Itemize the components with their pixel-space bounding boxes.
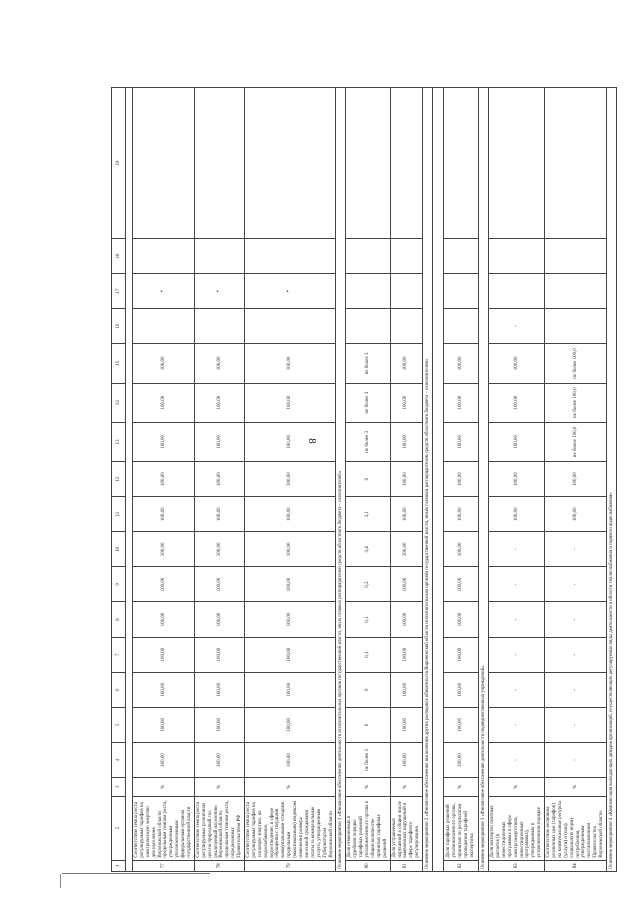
value-cell: 100,00 (444, 344, 479, 383)
value-cell (545, 238, 607, 273)
header-cell: 18 (112, 238, 126, 273)
value-cell: 100,00 (133, 422, 195, 461)
value-cell: 100,00 (390, 344, 422, 383)
value-cell (545, 274, 607, 309)
table-row (444, 88, 479, 872)
value-cell: 0 (346, 462, 390, 497)
page-number: 8 (306, 438, 318, 444)
value-cell (194, 309, 244, 344)
section-row (423, 88, 433, 872)
value-cell: 100,00 (194, 602, 244, 637)
header-cell: 11 (112, 497, 126, 532)
value-cell: 100,00 (133, 567, 195, 602)
value-cell: - (489, 602, 545, 637)
value-cell: 100,00 (444, 707, 479, 742)
value-cell: 100,00 (133, 742, 195, 777)
value-cell: 100,00 (245, 383, 336, 422)
header-cell: 14 (112, 383, 126, 422)
value-cell: 100,00 (133, 602, 195, 637)
value-cell (133, 238, 195, 273)
value-cell: 100,00 (194, 383, 244, 422)
value-cell: 100,00 (444, 497, 479, 532)
value-cell: не более 100,0 (545, 422, 607, 461)
value-cell (489, 88, 545, 239)
spacer-row (126, 88, 133, 872)
value-cell: 100,00 (489, 422, 545, 461)
value-cell: * (245, 274, 336, 309)
value-cell (545, 88, 607, 239)
section-title: Основное мероприятие 4 «Компенсация выпадающих доходов организаций, осуществляющих регулируемые виды деятельности в области теплоснабжения и горячего водоснабжения» (607, 88, 617, 872)
value-cell: - (545, 742, 607, 777)
value-cell: - (545, 602, 607, 637)
row-number: 77 (133, 860, 195, 871)
value-cell: 100,00 (245, 462, 336, 497)
header-row (112, 88, 126, 872)
section-title: Основное мероприятие 3 «Финансовое обеспечение деятельности подведомственных учреждений» (479, 88, 489, 872)
value-cell: 100,00 (133, 707, 195, 742)
value-cell: 100,00 (444, 672, 479, 707)
table-rotator (111, 87, 614, 872)
value-cell: - (489, 707, 545, 742)
value-cell: 100,00 (194, 567, 244, 602)
section-title: Основное мероприятие 1 «Финансовое обеспечение деятельности исполнительных органов государственной власти, иных главных распорядителей средств областного бюджета – исполнителей» (336, 88, 346, 872)
value-cell: 100,00 (489, 344, 545, 383)
table-row (545, 88, 607, 872)
value-cell: 100,00 (245, 637, 336, 672)
value-cell: 0,2 (346, 567, 390, 602)
row-number: 81 (390, 860, 422, 871)
row-number: 78 (194, 860, 244, 871)
indicator-name: Соответствие величины розничных цен (тарифов) на коммунальные ресурсы (услуги) и (или) социальную норму потребления, утвержденным постановлением Правительства Воронежской области (545, 796, 607, 860)
value-cell: 100,00 (390, 567, 422, 602)
value-cell (346, 238, 390, 273)
value-cell: - (545, 532, 607, 567)
indicator-name: Соответствие темпа роста регулируемых тарифов на электрическую энергию для населения Воронежской области предельным темпам роста, утвержденным уполномоченным федеральным органом государственной власти (133, 796, 195, 860)
section-row (336, 88, 346, 872)
value-cell (444, 274, 479, 309)
header-cell: 2 (112, 796, 126, 860)
unit-cell: % (444, 778, 479, 797)
value-cell: - (489, 637, 545, 672)
unit-cell: % (194, 778, 244, 797)
value-cell: 100,00 (545, 497, 607, 532)
value-cell: 100,00 (390, 497, 422, 532)
value-cell: 100,00 (194, 637, 244, 672)
value-cell (346, 309, 390, 344)
value-cell: - (489, 672, 545, 707)
value-cell (444, 238, 479, 273)
value-cell (444, 88, 479, 239)
row-number: 82 (444, 860, 479, 871)
value-cell: 100,00 (444, 462, 479, 497)
value-cell: 3,1 (346, 497, 390, 532)
value-cell (245, 238, 336, 273)
value-cell: 100,00 (194, 672, 244, 707)
value-cell: 100,00 (489, 497, 545, 532)
value-cell: - (489, 567, 545, 602)
indicator-name: Доля устраненных нарушений в общем числе выявленных нарушений в сфере тарифного регулирования (390, 796, 422, 860)
value-cell: 100,00 (444, 567, 479, 602)
header-cell: 6 (112, 672, 126, 707)
section-row (479, 88, 489, 872)
header-cell: 5 (112, 707, 126, 742)
indicator-name: Соответствие темпа роста регулируемых розничных цен на природный газ, реализуемый населению Воронежской области, предельным темпам роста, определенных Правительством РФ (194, 796, 244, 860)
value-cell: - (489, 742, 545, 777)
value-cell: 100,00 (194, 422, 244, 461)
value-cell: 100,00 (444, 602, 479, 637)
value-cell: - (545, 672, 607, 707)
value-cell: 100,00 (444, 532, 479, 567)
value-cell: не более 3 (346, 344, 390, 383)
indicator-name: Доля отмененных в судебном порядке тарифных решений уполномоченного органа в общем количестве принятых тарифных решений (346, 796, 390, 860)
value-cell: 100,00 (133, 532, 195, 567)
value-cell: 100,00 (133, 344, 195, 383)
blank-row (433, 88, 444, 872)
unit-cell: % (346, 778, 390, 797)
value-cell: - (545, 567, 607, 602)
value-cell: 100,00 (390, 532, 422, 567)
unit-cell: % (545, 778, 607, 797)
indicators-table (111, 87, 617, 872)
value-cell (194, 238, 244, 273)
value-cell: 100,00 (245, 602, 336, 637)
value-cell: 0 (346, 672, 390, 707)
header-cell: 12 (112, 462, 126, 497)
unit-cell: % (390, 778, 422, 797)
unit-cell: % (133, 778, 195, 797)
rotated-table-area (111, 87, 614, 872)
header-cell: 7 (112, 637, 126, 672)
blank-cell (433, 88, 444, 872)
value-cell: 100,00 (444, 383, 479, 422)
value-cell: не более 3 (346, 383, 390, 422)
value-cell: 0 (346, 707, 390, 742)
value-cell: 100,00 (245, 344, 336, 383)
value-cell: 100,00 (444, 637, 479, 672)
section-row (607, 88, 617, 872)
value-cell: 100,00 (133, 462, 195, 497)
value-cell: 100,00 (390, 602, 422, 637)
spacer-cell (126, 88, 133, 872)
bottom-rule (62, 873, 210, 874)
row-number: 84 (545, 860, 607, 871)
value-cell (194, 88, 244, 239)
value-cell: 0,1 (346, 602, 390, 637)
value-cell: * (194, 274, 244, 309)
value-cell (346, 88, 390, 239)
value-cell: не более 3 (346, 742, 390, 777)
value-cell (346, 274, 390, 309)
value-cell: - (489, 532, 545, 567)
value-cell: 100,00 (245, 742, 336, 777)
value-cell: 100,00 (489, 462, 545, 497)
value-cell: 100,00 (245, 672, 336, 707)
header-cell: 1 (112, 860, 126, 871)
value-cell (245, 309, 336, 344)
row-number: 80 (346, 860, 390, 871)
value-cell: 100,00 (444, 742, 479, 777)
value-cell: 100,00 (245, 532, 336, 567)
value-cell: 100,00 (245, 567, 336, 602)
value-cell: 100,00 (245, 422, 336, 461)
value-cell: не более 100,0 (545, 344, 607, 383)
value-cell (390, 274, 422, 309)
value-cell: 100,00 (194, 344, 244, 383)
header-cell: 15 (112, 344, 126, 383)
header-cell: 19 (112, 88, 126, 239)
row-number: 83 (489, 860, 545, 871)
value-cell (489, 274, 545, 309)
table-row (390, 88, 422, 872)
value-cell (489, 238, 545, 273)
value-cell: 100,00 (194, 707, 244, 742)
value-cell: 100,00 (194, 532, 244, 567)
header-cell: 8 (112, 602, 126, 637)
value-cell: - (545, 637, 607, 672)
value-cell: 100,00 (194, 462, 244, 497)
value-cell (545, 309, 607, 344)
table-row (133, 88, 195, 872)
value-cell: 100,00 (390, 637, 422, 672)
value-cell: 100,00 (194, 742, 244, 777)
row-number: 79 (245, 860, 336, 871)
value-cell (390, 238, 422, 273)
value-cell: 100,00 (390, 383, 422, 422)
indicator-name: Соответствие темпа роста регулируемых тарифов на тепловую энергию, на водоснабжение, водоотведение, в сфере обращения с твердыми коммунальными отходами предельным (максимальным) индексам изменения размера вносимой гражданами платы за коммунальные услуги, утвержденным Губернатором Воронежской области (245, 796, 336, 860)
unit-cell: % (489, 778, 545, 797)
value-cell: 100,00 (390, 672, 422, 707)
table-row (489, 88, 545, 872)
indicator-name: Доля тарифных решений уполномоченного органа, принятых по результатам проведения тарифной экспертизы (444, 796, 479, 860)
value-cell: - (489, 309, 545, 344)
table-row (346, 88, 390, 872)
value-cell: 100,00 (390, 422, 422, 461)
value-cell: 100,00 (444, 422, 479, 461)
value-cell: - (545, 707, 607, 742)
value-cell: 0,1 (346, 637, 390, 672)
value-cell: 3,4 (346, 532, 390, 567)
value-cell: 100,00 (245, 707, 336, 742)
value-cell: 100,00 (133, 497, 195, 532)
indicator-name: Доля экспертиз сметных расчетов (в инвестиционных программах в сфере электроэнергетики, инвестиционных программах), утверждаемых в установленном порядке (489, 796, 545, 860)
header-cell: 13 (112, 422, 126, 461)
value-cell: * (133, 274, 195, 309)
header-cell: 17 (112, 274, 126, 309)
table-row (245, 88, 336, 872)
value-cell: 100,00 (489, 383, 545, 422)
value-cell (245, 88, 336, 239)
value-cell: 100,00 (390, 462, 422, 497)
value-cell (133, 88, 195, 239)
table-row (194, 88, 244, 872)
header-cell: 3 (112, 778, 126, 797)
header-cell: 10 (112, 532, 126, 567)
header-cell: 4 (112, 742, 126, 777)
value-cell (390, 309, 422, 344)
value-cell: 100,00 (133, 383, 195, 422)
value-cell: 100,00 (133, 672, 195, 707)
value-cell (390, 88, 422, 239)
section-title: Основное мероприятие 2 «Финансовое обеспечение выполнения других расходных обязательств Воронежской области исполнительным органом государственной власти, иным главным распорядителем средств областного бюджета – исполнителем» (423, 88, 433, 872)
value-cell (133, 309, 195, 344)
header-cell: 9 (112, 567, 126, 602)
value-cell: 100,00 (390, 707, 422, 742)
corner-mark (60, 874, 61, 888)
value-cell: 100,00 (194, 497, 244, 532)
value-cell (444, 309, 479, 344)
value-cell: 100,00 (390, 742, 422, 777)
header-cell: 16 (112, 309, 126, 344)
value-cell: 100,00 (245, 497, 336, 532)
value-cell: 100,00 (545, 462, 607, 497)
value-cell: не более 100,0 (545, 383, 607, 422)
unit-cell: % (245, 778, 336, 797)
value-cell: не более 3 (346, 422, 390, 461)
value-cell: 100,00 (133, 637, 195, 672)
